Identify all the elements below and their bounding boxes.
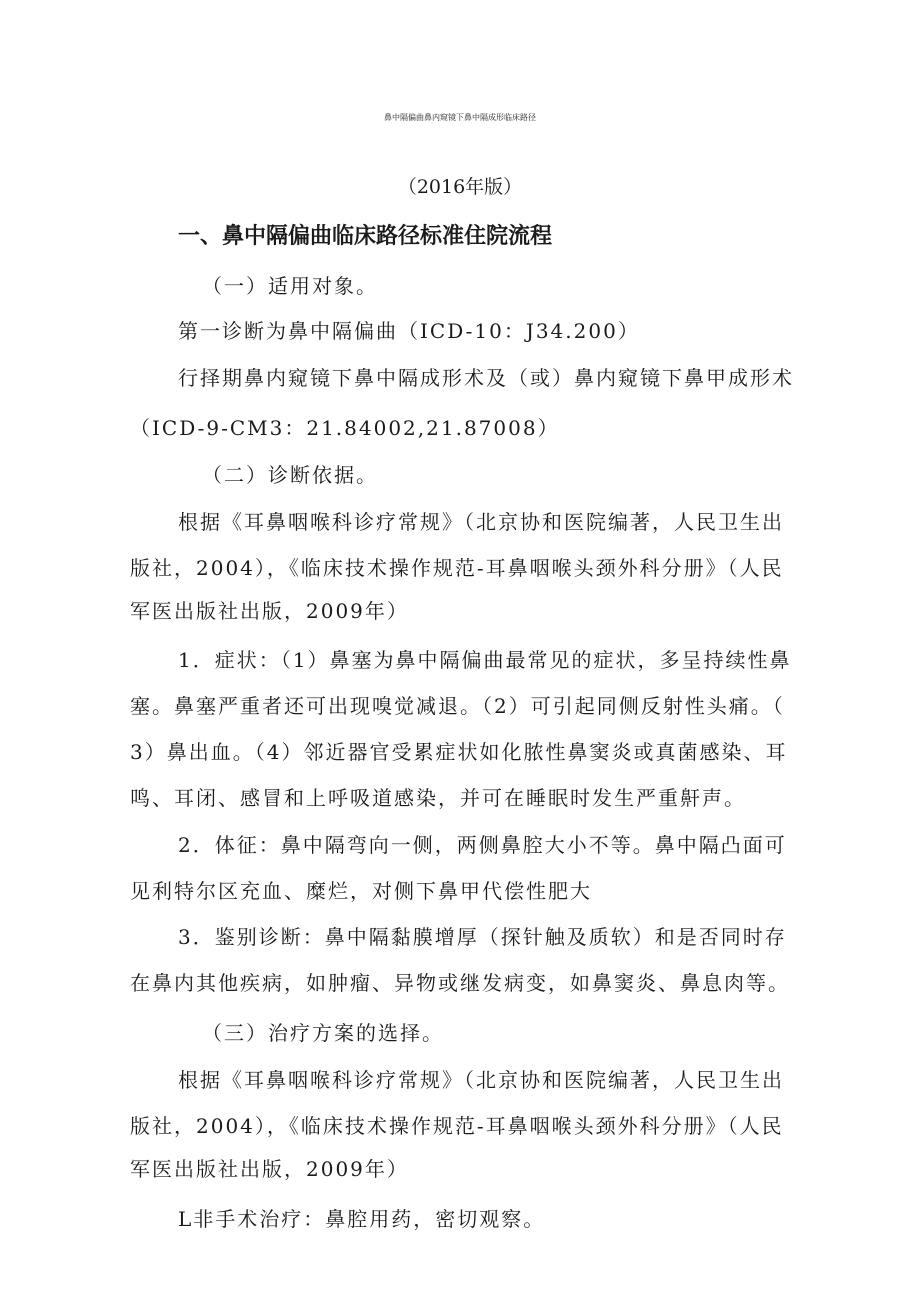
paragraph-line: 版社，2004），《临床技术操作规范-耳鼻咽喉头颈外科分册》（人民: [130, 556, 784, 580]
paragraph-line: 2．体征：鼻中隔弯向一侧，两侧鼻腔大小不等。鼻中隔凸面可: [178, 833, 787, 857]
paragraph-line: 在鼻内其他疾病，如肿瘤、异物或继发病变，如鼻窦炎、鼻息肉等。: [130, 971, 790, 995]
paragraph-line: L非手术治疗：鼻腔用药，密切观察。: [178, 1207, 546, 1231]
paragraph-line: 军医出版社出版，2009年）: [130, 1157, 409, 1181]
section-heading: 一、鼻中隔偏曲临床路径标准住院流程: [178, 224, 553, 249]
paragraph-line: 3）鼻出血。（4）邻近器官受累症状如化脓性鼻窦炎或真菌感染、耳: [130, 740, 788, 764]
paragraph-line: 根据《耳鼻咽喉科诊疗常规》（北京协和医院编著，人民卫生出: [178, 1068, 784, 1092]
paragraph-line: 第一诊断为鼻中隔偏曲（ICD-10：J34.200）: [178, 319, 640, 343]
document-subtitle: （2016年版）: [397, 176, 523, 198]
paragraph-line: 行择期鼻内窥镜下鼻中隔成形术及（或）鼻内窥镜下鼻甲成形术: [178, 366, 794, 390]
subsection-heading: （三）治疗方案的选择。: [202, 1021, 444, 1045]
paragraph-line: 1．症状：（1）鼻塞为鼻中隔偏曲最常见的症状，多呈持续性鼻: [178, 648, 792, 672]
paragraph-line: 鸣、耳闭、感冒和上呼吸道感染，并可在睡眠时发生严重鼾声。: [130, 786, 746, 810]
paragraph-line: 版社，2004），《临床技术操作规范-耳鼻咽喉头颈外科分册》（人民: [130, 1114, 784, 1138]
paragraph-line: 塞。鼻塞严重者还可出现嗅觉减退。（2）可引起同侧反射性头痛。（: [130, 694, 785, 718]
document-title: 鼻中隔偏曲鼻内窥镜下鼻中隔成形临床路径: [384, 113, 536, 122]
subsection-heading: （二）诊断依据。: [202, 463, 378, 487]
paragraph-line: 军医出版社出版，2009年）: [130, 599, 409, 623]
paragraph-line: 根据《耳鼻咽喉科诊疗常规》（北京协和医院编著，人民卫生出: [178, 510, 784, 534]
subsection-heading: （一）适用对象。: [202, 274, 378, 298]
paragraph-line: （ICD-9-CM3：21.84002,21.87008）: [130, 416, 560, 440]
paragraph-line: 3．鉴别诊断：鼻中隔黏膜增厚（探针触及质软）和是否同时存: [178, 925, 787, 949]
paragraph-line: 见利特尔区充血、糜烂，对侧下鼻甲代偿性肥大: [130, 879, 592, 903]
